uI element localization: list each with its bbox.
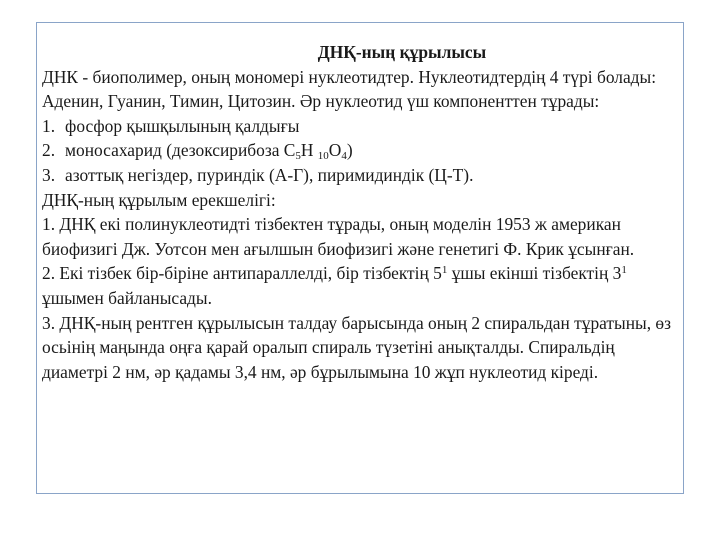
formula-subscript-o: 4 <box>341 150 347 163</box>
component-number: 3. <box>42 164 56 185</box>
feature-item-3: 3. ДНҚ-ның рентген құрылысын талдау барысында оның 2 спиральдан тұратыны, өз осьінің маңында оңға қарай оралып спираль түзетіні анықталды. Спиральдің диаметрі 2 нм, әр қадамы 3,4 нм, әр бұрылымына 10 жұп нуклеотид кіреді. <box>42 312 671 382</box>
component-number: 1. <box>42 115 56 136</box>
slide-frame <box>36 22 684 494</box>
component-number: 2. <box>42 140 56 161</box>
feature-item-1: 1. ДНҚ екі полинуклеотидті тізбектен тұрады, оның моделін 1953 ж американ биофизигі Дж. Уотсон мен ағылшын биофизигі және генетигі Ф. Крик ұсынған. <box>42 214 635 259</box>
component-item-1 <box>42 114 682 139</box>
feature-2-prefix: 2. Екі тізбек бір-біріне антипараллелді, бір тізбектің 5 <box>42 263 442 284</box>
slide-title: ДНҚ-ның құрылысы <box>317 42 487 62</box>
features-heading: ДНҚ-ның құрылым ерекшелігі: <box>42 189 276 210</box>
slide-content <box>42 40 682 384</box>
component-text <box>55 140 353 163</box>
feature-item-2 <box>42 261 682 310</box>
intro-paragraph: ДНК - биополимер, оның мономері нуклеотидтер. Нуклеотидтердің 4 түрі болады: Аденин, Гуанин, Тимин, Цитозин. Әр нуклеотид үш компоненттен тұрады: <box>42 66 657 112</box>
formula-prefix: моносахарид (дезоксирибоза С <box>65 140 296 161</box>
formula-subscript-h: 10 <box>317 150 329 163</box>
component-item-2 <box>42 138 682 163</box>
feature-2-suffix: ұшымен байланысады. <box>42 287 212 308</box>
formula-o: О <box>328 140 342 161</box>
component-text: азоттық негіздер, пуриндік (А-Г), пиримидиндік (Ц-Т). <box>65 164 474 185</box>
component-item-3 <box>42 163 682 188</box>
formula-h: Н <box>300 140 318 161</box>
component-text: фосфор қышқылының қалдығы <box>65 115 300 136</box>
formula-subscript-c: 5 <box>295 150 301 163</box>
feature-2-middle: ұшы екінші тізбектің 3 <box>447 263 622 284</box>
superscript-3-prime: 1 <box>621 264 627 277</box>
superscript-5-prime: 1 <box>441 264 448 277</box>
formula-suffix: ) <box>346 140 353 161</box>
